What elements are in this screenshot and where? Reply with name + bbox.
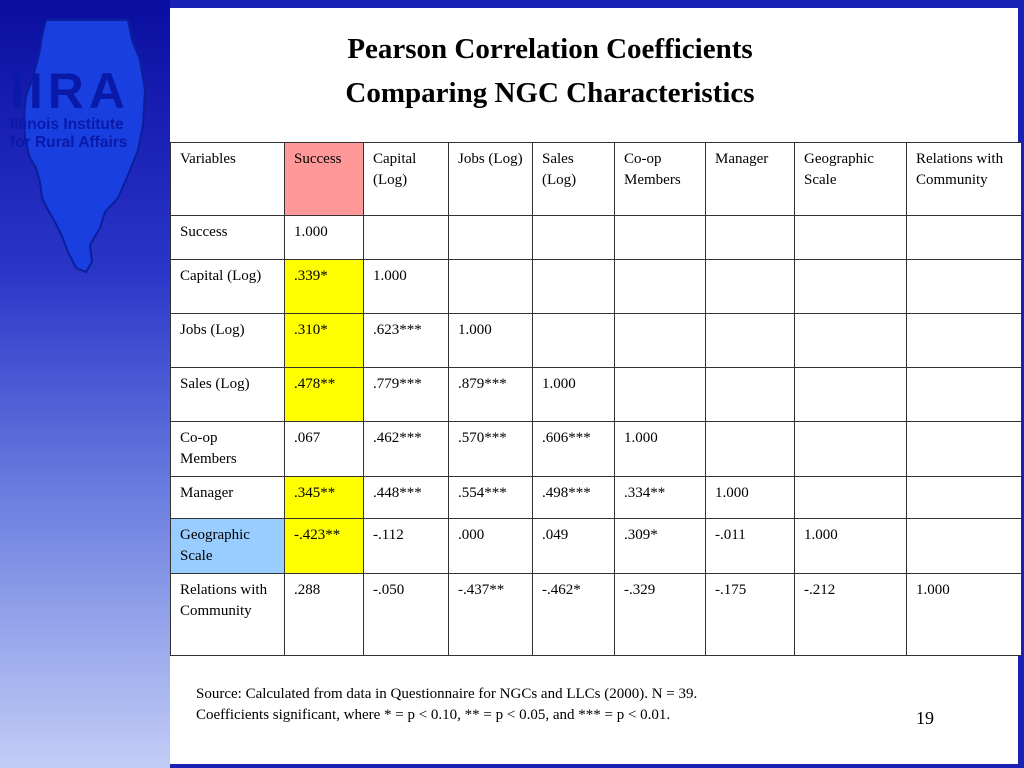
table-row [171,422,1022,477]
table-cell [533,216,615,260]
column-header: Capital (Log) [364,143,449,216]
table-cell [907,260,1022,314]
table-row [171,260,1022,314]
table-cell: -.175 [706,574,795,656]
column-header: Success [285,143,364,216]
table-cell [615,368,706,422]
table-row [171,368,1022,422]
logo-line-2: for Rural Affairs [10,134,128,151]
table-cell: -.011 [706,519,795,574]
table-cell: .623*** [364,314,449,368]
table-cell [907,314,1022,368]
table-cell: .345** [285,477,364,519]
table-cell: .606*** [533,422,615,477]
table-cell: 1.000 [907,574,1022,656]
table-cell: .554*** [449,477,533,519]
table-cell: -.423** [285,519,364,574]
table-cell [615,216,706,260]
table-cell: 1.000 [364,260,449,314]
row-label: Geographic Scale [171,519,285,574]
slide-title-line-2: Comparing NGC Characteristics [345,77,755,109]
table-cell: .570*** [449,422,533,477]
table-cell: -.462* [533,574,615,656]
table-cell [795,216,907,260]
table-cell [615,260,706,314]
table-cell [533,260,615,314]
table-cell [795,477,907,519]
table-cell [795,422,907,477]
logo-acronym: IIRA [10,63,130,119]
column-header: Geographic Scale [795,143,907,216]
table-cell: 1.000 [285,216,364,260]
table-cell [907,477,1022,519]
table-cell [795,260,907,314]
iira-logo [0,0,170,290]
table-cell: .462*** [364,422,449,477]
table-cell [706,260,795,314]
table-cell: 1.000 [615,422,706,477]
table-cell: .067 [285,422,364,477]
column-header: Manager [706,143,795,216]
table-cell: .879*** [449,368,533,422]
table-cell [449,260,533,314]
header-row [171,143,1022,216]
table-cell [907,422,1022,477]
row-label: Jobs (Log) [171,314,285,368]
table-row [171,519,1022,574]
significance-note: Coefficients significant, where * = p < 0.10, ** = p < 0.05, and *** = p < 0.01. [196,707,671,723]
table-cell [449,216,533,260]
row-label: Capital (Log) [171,260,285,314]
table-cell: .339* [285,260,364,314]
table-cell: 1.000 [795,519,907,574]
row-label: Sales (Log) [171,368,285,422]
table-row [171,477,1022,519]
table-row [171,216,1022,260]
table-cell [907,519,1022,574]
logo-line-1: Illinois Institute [10,116,124,133]
table-cell [907,368,1022,422]
table-cell [795,368,907,422]
table-cell: .309* [615,519,706,574]
table-cell: 1.000 [449,314,533,368]
correlation-table [170,142,1022,656]
table-cell [706,216,795,260]
table-cell [795,314,907,368]
table-cell: .310* [285,314,364,368]
row-label: Success [171,216,285,260]
table-cell: -.112 [364,519,449,574]
table-cell [533,314,615,368]
table-cell: .779*** [364,368,449,422]
table-cell [706,422,795,477]
table-cell [706,368,795,422]
table-cell: 1.000 [533,368,615,422]
table-cell: 1.000 [706,477,795,519]
slide-title-line-1: Pearson Correlation Coefficients [347,33,753,65]
table-cell: .478** [285,368,364,422]
table-cell: .049 [533,519,615,574]
table-cell: -.329 [615,574,706,656]
table-cell [364,216,449,260]
row-label: Co-op Members [171,422,285,477]
table-row [171,314,1022,368]
row-label: Manager [171,477,285,519]
table-cell: .000 [449,519,533,574]
table-cell: .334** [615,477,706,519]
column-header: Co-op Members [615,143,706,216]
table-cell: .288 [285,574,364,656]
column-header: Sales (Log) [533,143,615,216]
table-cell [615,314,706,368]
table-row [171,574,1022,656]
column-header: Jobs (Log) [449,143,533,216]
row-label: Relations with Community [171,574,285,656]
source-line: Source: Calculated from data in Questionnaire for NGCs and LLCs (2000). N = 39. [196,686,698,702]
table-cell [706,314,795,368]
column-header: Variables [171,143,285,216]
table-cell: .498*** [533,477,615,519]
source-note [196,684,697,726]
table-cell: .448*** [364,477,449,519]
table-cell: -.437** [449,574,533,656]
table-cell: -.050 [364,574,449,656]
table-cell: -.212 [795,574,907,656]
table-cell [907,216,1022,260]
page-number: 19 [916,708,934,728]
column-header: Relations with Community [907,143,1022,216]
